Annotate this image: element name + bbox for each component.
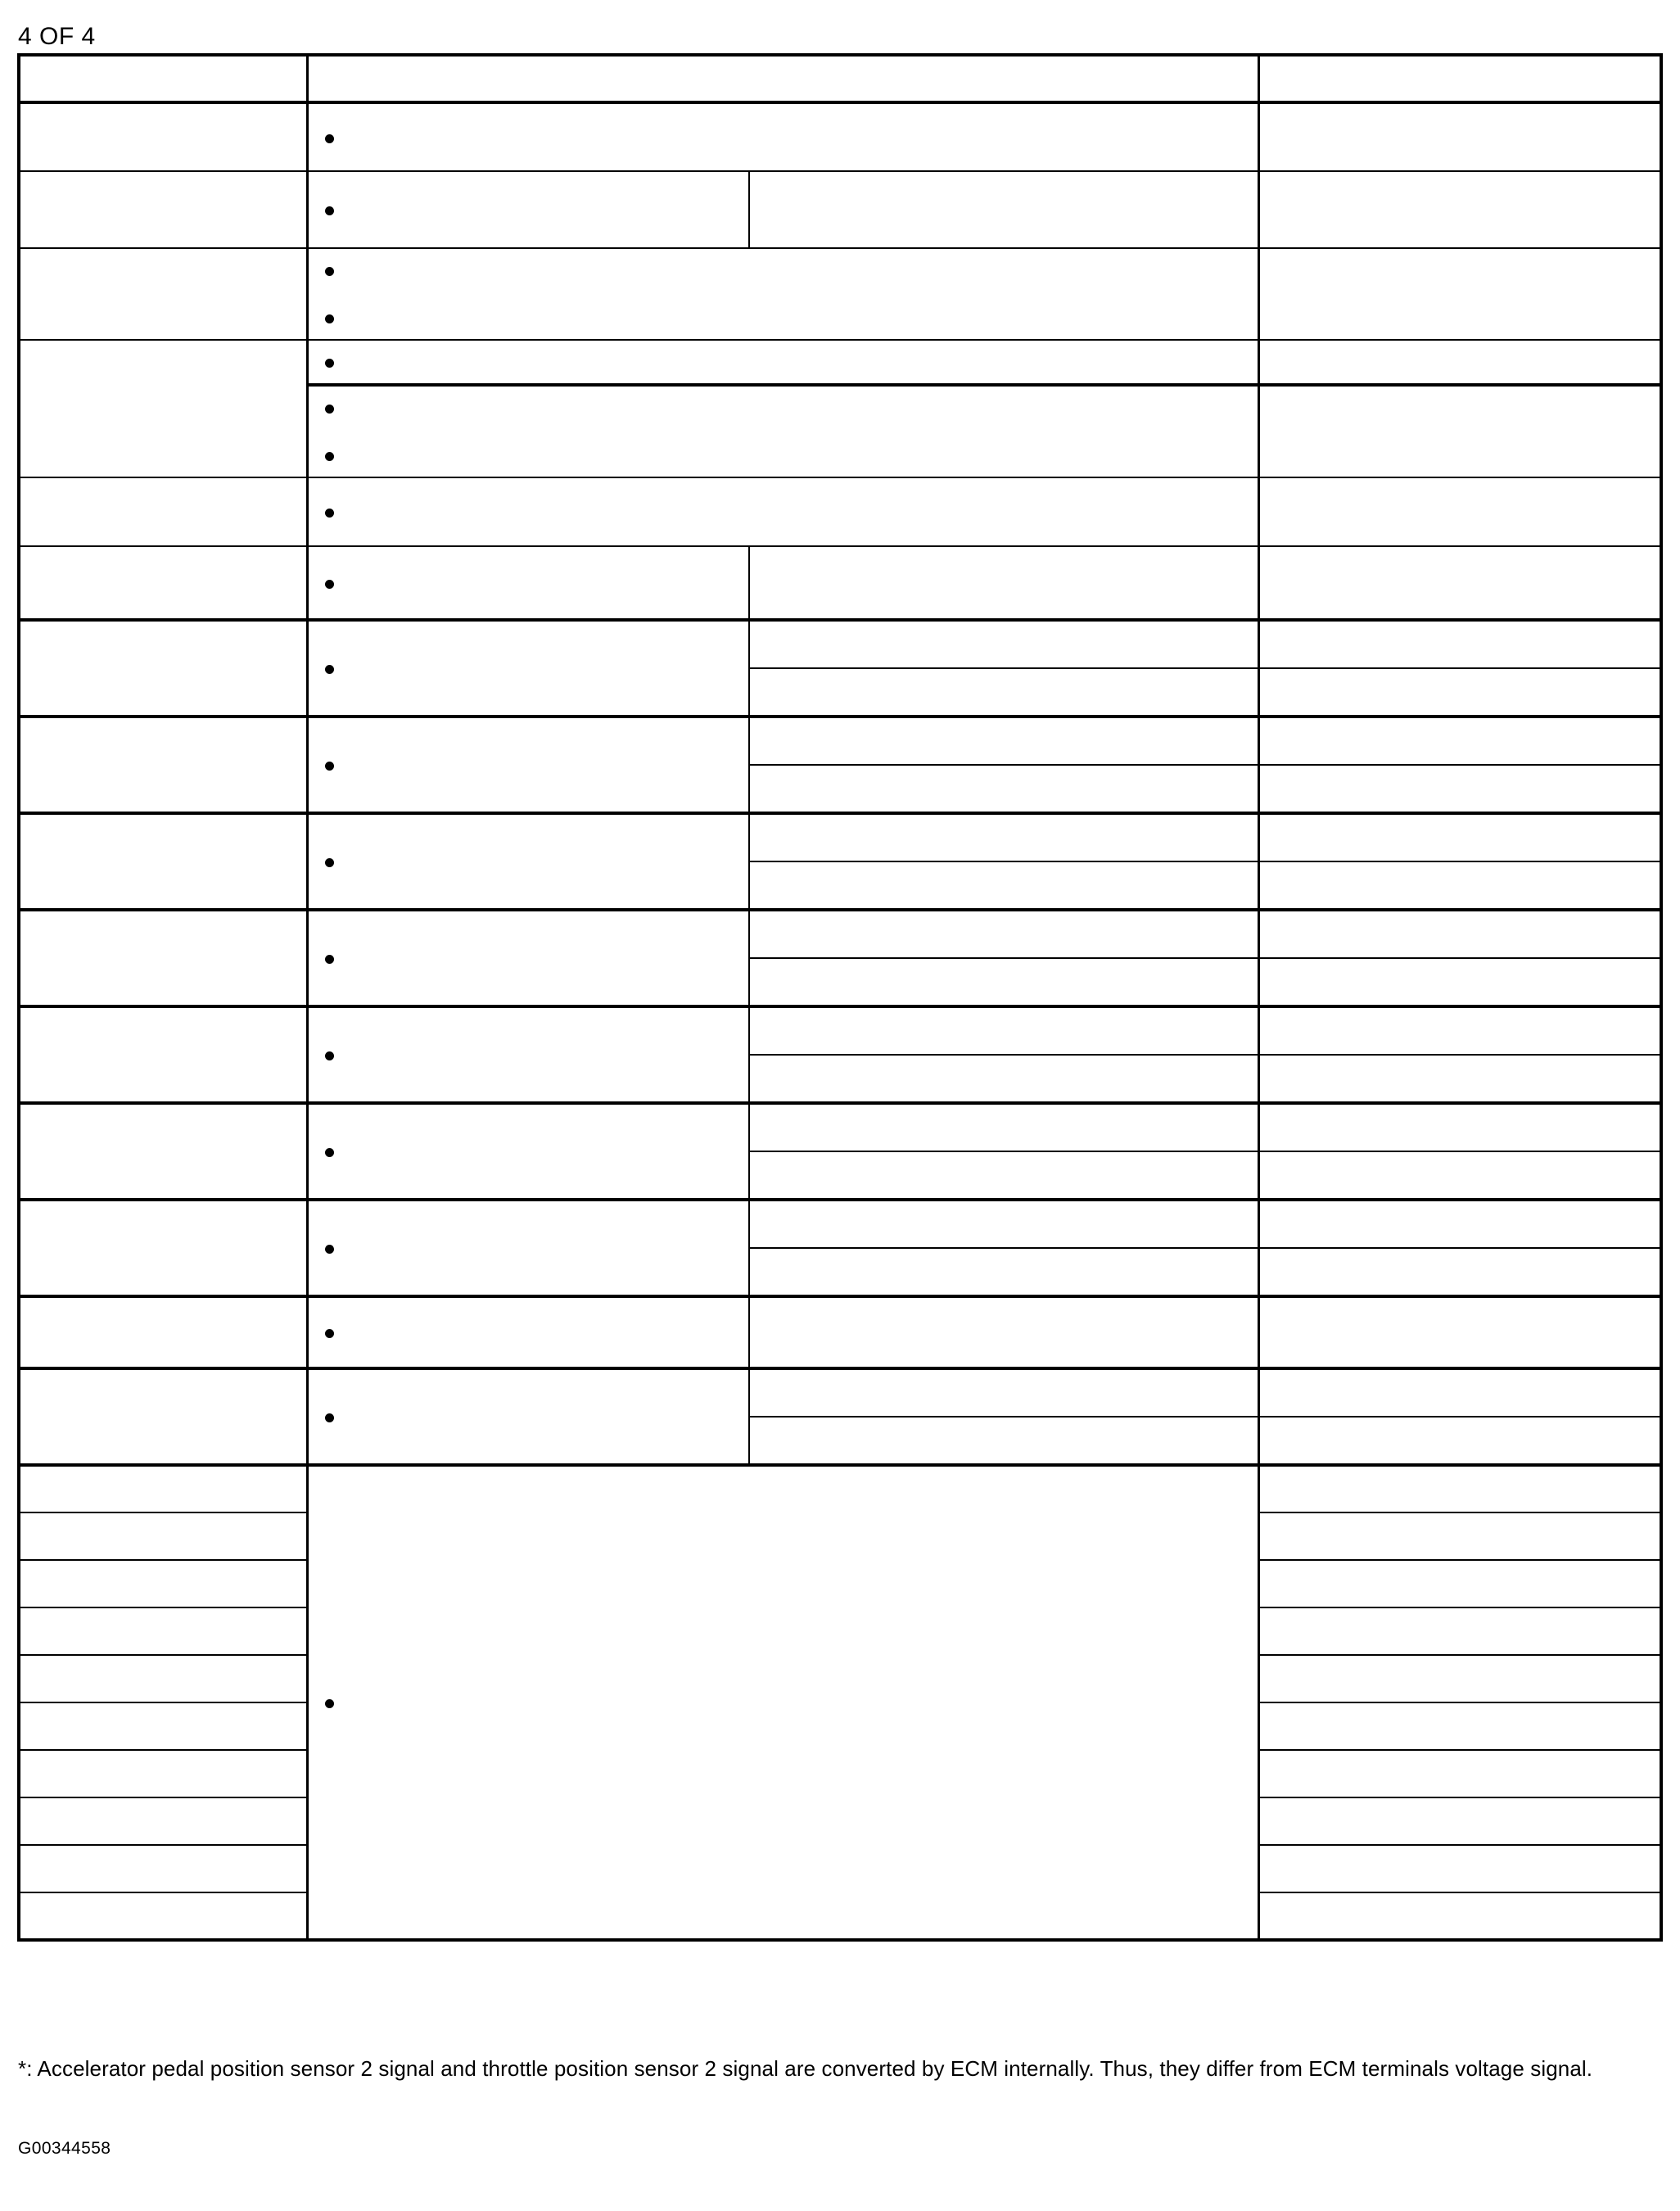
row-condition-detail [749, 958, 1258, 1006]
row-specification [1258, 1006, 1661, 1055]
row-condition-detail [749, 171, 1258, 248]
condition-bullet [322, 391, 1246, 424]
row-condition-detail [749, 1006, 1258, 1055]
row-specification [1258, 958, 1661, 1006]
row-condition [307, 385, 1258, 477]
row-item-label [19, 1512, 307, 1560]
row-item-label [19, 477, 307, 546]
condition-bullet [322, 748, 738, 781]
table-row [19, 171, 1661, 248]
row-specification [1258, 765, 1661, 813]
condition-bullet [322, 1686, 1246, 1719]
row-specification [1258, 477, 1661, 546]
table-row [19, 1006, 1661, 1055]
row-condition [307, 340, 1258, 385]
row-condition-detail [749, 1296, 1258, 1368]
row-specification [1258, 546, 1661, 620]
header-monitor-item [19, 55, 307, 102]
row-specification [1258, 1103, 1661, 1151]
row-specification [1258, 1465, 1661, 1512]
table-row [19, 1200, 1661, 1248]
row-specification [1258, 1248, 1661, 1296]
row-item-label [19, 102, 307, 171]
row-condition-detail [749, 765, 1258, 813]
condition-bullet [322, 1400, 738, 1433]
row-item-label [19, 1750, 307, 1797]
row-condition [307, 546, 749, 620]
row-specification [1258, 668, 1661, 717]
row-specification [1258, 385, 1661, 477]
row-specification [1258, 1797, 1661, 1845]
row-condition [307, 248, 1258, 340]
row-item-label [19, 1607, 307, 1655]
row-condition [307, 717, 749, 813]
condition-bullet [322, 845, 738, 878]
row-condition [307, 1368, 749, 1465]
condition-bullet [322, 1038, 738, 1071]
table-row [19, 620, 1661, 668]
row-specification [1258, 1702, 1661, 1750]
row-specification [1258, 248, 1661, 340]
table-row [19, 248, 1661, 340]
condition-bullet [322, 942, 738, 974]
row-specification [1258, 1512, 1661, 1560]
row-condition-detail [749, 546, 1258, 620]
row-condition-detail [749, 1417, 1258, 1465]
row-condition [307, 813, 749, 910]
row-item-label [19, 546, 307, 620]
row-item-label [19, 1655, 307, 1702]
row-item-label [19, 717, 307, 813]
condition-bullet [322, 346, 1246, 378]
row-specification [1258, 1151, 1661, 1200]
row-condition-detail [749, 813, 1258, 861]
row-item-label [19, 1465, 307, 1512]
row-condition [307, 1006, 749, 1103]
condition-bullet [322, 495, 1246, 528]
row-specification [1258, 1417, 1661, 1465]
table-row [19, 340, 1661, 385]
row-condition-detail [749, 620, 1258, 668]
row-item-label [19, 1200, 307, 1296]
table-row [19, 1103, 1661, 1151]
table-row [19, 1368, 1661, 1417]
reference-code: G00344558 [18, 2139, 111, 2158]
row-specification [1258, 620, 1661, 668]
row-specification [1258, 1892, 1661, 1940]
table-row [19, 102, 1661, 171]
row-condition-detail [749, 910, 1258, 958]
table-row [19, 1465, 1661, 1512]
row-specification [1258, 1845, 1661, 1892]
condition-bullet [322, 193, 738, 226]
row-item-label [19, 1560, 307, 1607]
row-condition [307, 171, 749, 248]
spacer [322, 424, 1246, 439]
row-condition-detail [749, 1055, 1258, 1103]
table-row [19, 910, 1661, 958]
row-item-label [19, 171, 307, 248]
row-condition [307, 1103, 749, 1200]
monitor-item-specification-table [17, 53, 1663, 1942]
row-item-label [19, 1892, 307, 1940]
row-specification [1258, 1655, 1661, 1702]
condition-bullet [322, 439, 1246, 472]
row-specification [1258, 813, 1661, 861]
row-condition [307, 620, 749, 717]
can-group-condition [307, 1465, 1258, 1940]
table-header-row [19, 55, 1661, 102]
row-item-label [19, 1103, 307, 1200]
page-label: 4 OF 4 [18, 23, 96, 50]
row-item-label [19, 620, 307, 717]
row-item-label [19, 910, 307, 1006]
row-specification [1258, 910, 1661, 958]
condition-bullet [322, 1232, 738, 1264]
row-specification [1258, 1560, 1661, 1607]
row-condition [307, 477, 1258, 546]
row-condition [307, 1200, 749, 1296]
row-item-label [19, 340, 307, 477]
row-condition-detail [749, 1103, 1258, 1151]
header-condition [307, 55, 1258, 102]
row-specification [1258, 102, 1661, 171]
table-row [19, 717, 1661, 765]
header-specification [1258, 55, 1661, 102]
table-row [19, 477, 1661, 546]
row-item-label [19, 248, 307, 340]
condition-bullet [322, 1135, 738, 1168]
table-row [19, 813, 1661, 861]
row-condition-detail [749, 668, 1258, 717]
row-specification [1258, 1607, 1661, 1655]
row-specification [1258, 340, 1661, 385]
footnote-text: *: Accelerator pedal position sensor 2 signal and throttle position sensor 2 signal are converted by ECM internally. Thus, they differ from ECM terminals voltage signal. [18, 2056, 1593, 2081]
row-item-label [19, 1797, 307, 1845]
table-row [19, 1296, 1661, 1368]
row-specification [1258, 1055, 1661, 1103]
row-specification [1258, 861, 1661, 910]
condition-bullet [322, 301, 1246, 334]
condition-bullet [322, 652, 738, 685]
row-condition-detail [749, 1200, 1258, 1248]
condition-bullet [322, 1316, 738, 1349]
row-item-label [19, 1006, 307, 1103]
row-condition-detail [749, 1151, 1258, 1200]
row-condition [307, 910, 749, 1006]
row-condition-detail [749, 1248, 1258, 1296]
row-specification [1258, 1296, 1661, 1368]
row-item-label [19, 1368, 307, 1465]
condition-bullet [322, 121, 1246, 154]
spacer [322, 287, 1246, 301]
condition-bullet [322, 567, 738, 599]
row-item-label [19, 1702, 307, 1750]
row-specification [1258, 717, 1661, 765]
row-condition-detail [749, 861, 1258, 910]
row-condition [307, 102, 1258, 171]
row-specification [1258, 1750, 1661, 1797]
condition-bullet [322, 254, 1246, 287]
row-specification [1258, 1368, 1661, 1417]
row-condition-detail [749, 1368, 1258, 1417]
row-specification [1258, 1200, 1661, 1248]
row-condition [307, 1296, 749, 1368]
row-item-label [19, 1296, 307, 1368]
row-condition-detail [749, 717, 1258, 765]
table-row [19, 546, 1661, 620]
row-item-label [19, 813, 307, 910]
row-item-label [19, 1845, 307, 1892]
row-specification [1258, 171, 1661, 248]
